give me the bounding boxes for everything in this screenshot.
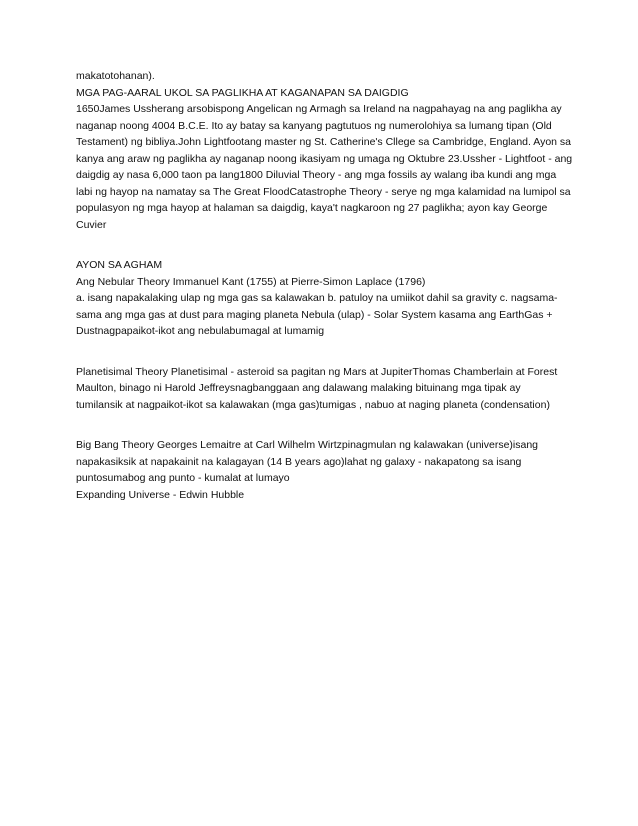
document-page xyxy=(76,68,576,503)
text-line: puntosumabog ang punto - kumalat at lumayo xyxy=(76,472,290,484)
text-line: Dustnagpapaikot-ikot ang nebulabumagal at lumamig xyxy=(76,325,325,337)
section-planetisimal xyxy=(76,364,576,414)
text-line: labi ng hayop na namatay sa The Great FloodCatastrophe Theory - serye ng mga kalamidad na lumipol sa xyxy=(76,185,571,198)
text-line: Testament) ng bibliya.John Lightfootang master ng St. Catherine's Cllege sa Cambridge, England. Ayon sa xyxy=(76,136,572,148)
text-line: populasyon ng mga hayop at halaman sa daigdig, kaya't nagkaroon ng 27 paglikha; ayon kay George xyxy=(76,202,548,214)
spacer xyxy=(76,413,576,437)
section-heading: AYON SA AGHAM xyxy=(76,259,163,271)
text-line: Big Bang Theory Georges Lemaitre at Carl Wilhelm Wirtzpinagmulan ng kalawakan (universe)isang xyxy=(76,439,539,451)
text-line: Ang Nebular Theory Immanuel Kant (1755) at Pierre-Simon Laplace (1796) xyxy=(76,275,426,288)
text-line: daigdig ay nasa 6,000 taon pa lang1800 Diluvial Theory - ang mga fossils ay walang iba kundi ang mga xyxy=(76,169,557,181)
section-big-bang xyxy=(76,437,576,503)
text-line: a. isang napakalaking ulap ng mga gas sa kalawakan b. patuloy na umiikot dahil sa gravity c. nagsama- xyxy=(76,292,558,304)
section-creation-studies xyxy=(76,68,576,233)
text-line: tumilansik at nagpaikot-ikot sa kalawakan (mga gas)tumigas , nabuo at naging planeta (condensation) xyxy=(76,398,550,411)
text-line: makatotohanan). xyxy=(76,70,155,82)
text-line: kanya ang araw ng paglikha ay naganap noong ikasiyam ng umaga ng Oktubre 23.Ussher - Lightfoot - ang xyxy=(76,152,573,165)
spacer xyxy=(76,340,576,364)
text-line: Maulton, binago ni Harold Jeffreysnagbanggaan ang dalawang malaking bituinang mga tipak ay xyxy=(76,382,521,394)
text-line: Planetisimal Theory Planetisimal - asteroid sa pagitan ng Mars at JupiterThomas Chamberlain at Forest xyxy=(76,365,558,378)
text-line: Expanding Universe - Edwin Hubble xyxy=(76,488,245,501)
text-line: 1650James Ussherang arsobispong Angelican ng Armagh sa Ireland na nagpahayag na ang paglikha ay xyxy=(76,103,562,115)
section-heading: MGA PAG-AARAL UKOL SA PAGLIKHA AT KAGANAPAN SA DAIGDIG xyxy=(76,86,409,99)
spacer xyxy=(76,233,576,257)
section-science xyxy=(76,257,576,340)
text-line: napakasiksik at napakainit na kalagayan (14 B years ago)lahat ng galaxy - nakapatong sa isang xyxy=(76,455,522,468)
text-line: Cuvier xyxy=(76,218,107,231)
text-line: sama ang mga gas at dust para maging planeta Nebula (ulap) - Solar System kasama ang EarthGas + xyxy=(76,308,553,321)
text-line: naganap noong 4004 B.C.E. Ito ay batay sa kanyang pagtutuos ng numerolohiya sa lumang tipan (Old xyxy=(76,119,552,132)
